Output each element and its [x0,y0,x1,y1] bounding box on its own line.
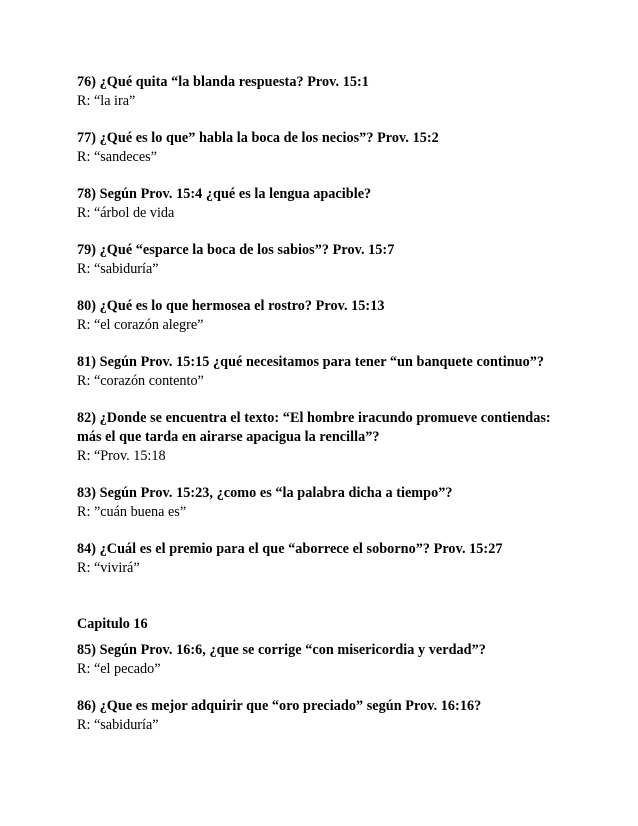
answer-text: R: “sabiduría” [77,261,159,277]
question-text-continued: más el que tarda en airarse apacigua la rencilla”? [77,429,380,445]
answer-text: R: “Prov. 15:18 [77,448,166,464]
question-83 [77,484,597,522]
answer-text: R: “el pecado” [77,661,161,677]
question-text: 82) ¿Donde se encuentra el texto: “El hombre iracundo promueve contiendas: [77,410,551,426]
question-text: 77) ¿Qué es lo que” habla la boca de los necios”? Prov. 15:2 [77,130,439,146]
question-78 [77,185,597,223]
question-80 [77,297,597,335]
question-86 [77,697,597,735]
answer-text: R: “corazón contento” [77,373,204,389]
question-text: 86) ¿Que es mejor adquirir que “oro preciado” según Prov. 16:16? [77,698,482,714]
answer-text: R: “la ira” [77,93,136,109]
question-text: 79) ¿Qué “esparce la boca de los sabios”? Prov. 15:7 [77,242,395,258]
question-79 [77,241,597,279]
question-text: 84) ¿Cuál es el premio para el que “aborrece el soborno”? Prov. 15:27 [77,541,503,557]
chapter-heading: Capitulo 16 [77,616,148,632]
answer-text: R: “árbol de vida [77,205,175,221]
question-76 [77,73,597,111]
question-77 [77,129,597,167]
question-text: 85) Según Prov. 16:6, ¿que se corrige “con misericordia y verdad”? [77,642,486,658]
answer-text: R: “vivirá” [77,560,140,576]
question-text: 76) ¿Qué quita “la blanda respuesta? Prov. 15:1 [77,74,369,90]
question-81 [77,353,597,391]
answer-text: R: ”cuán buena es” [77,504,187,520]
answer-text: R: “sandeces” [77,149,157,165]
question-text: 81) Según Prov. 15:15 ¿qué necesitamos para tener “un banquete continuo”? [77,354,545,370]
document-page [77,73,597,753]
answer-text: R: “el corazón alegre” [77,317,204,333]
question-82 [77,409,597,466]
question-text: 78) Según Prov. 15:4 ¿qué es la lengua apacible? [77,186,372,202]
answer-text: R: “sabiduría” [77,717,159,733]
question-85 [77,641,597,679]
question-84 [77,540,597,578]
question-text: 80) ¿Qué es lo que hermosea el rostro? Prov. 15:13 [77,298,385,314]
question-text: 83) Según Prov. 15:23, ¿como es “la palabra dicha a tiempo”? [77,485,453,501]
